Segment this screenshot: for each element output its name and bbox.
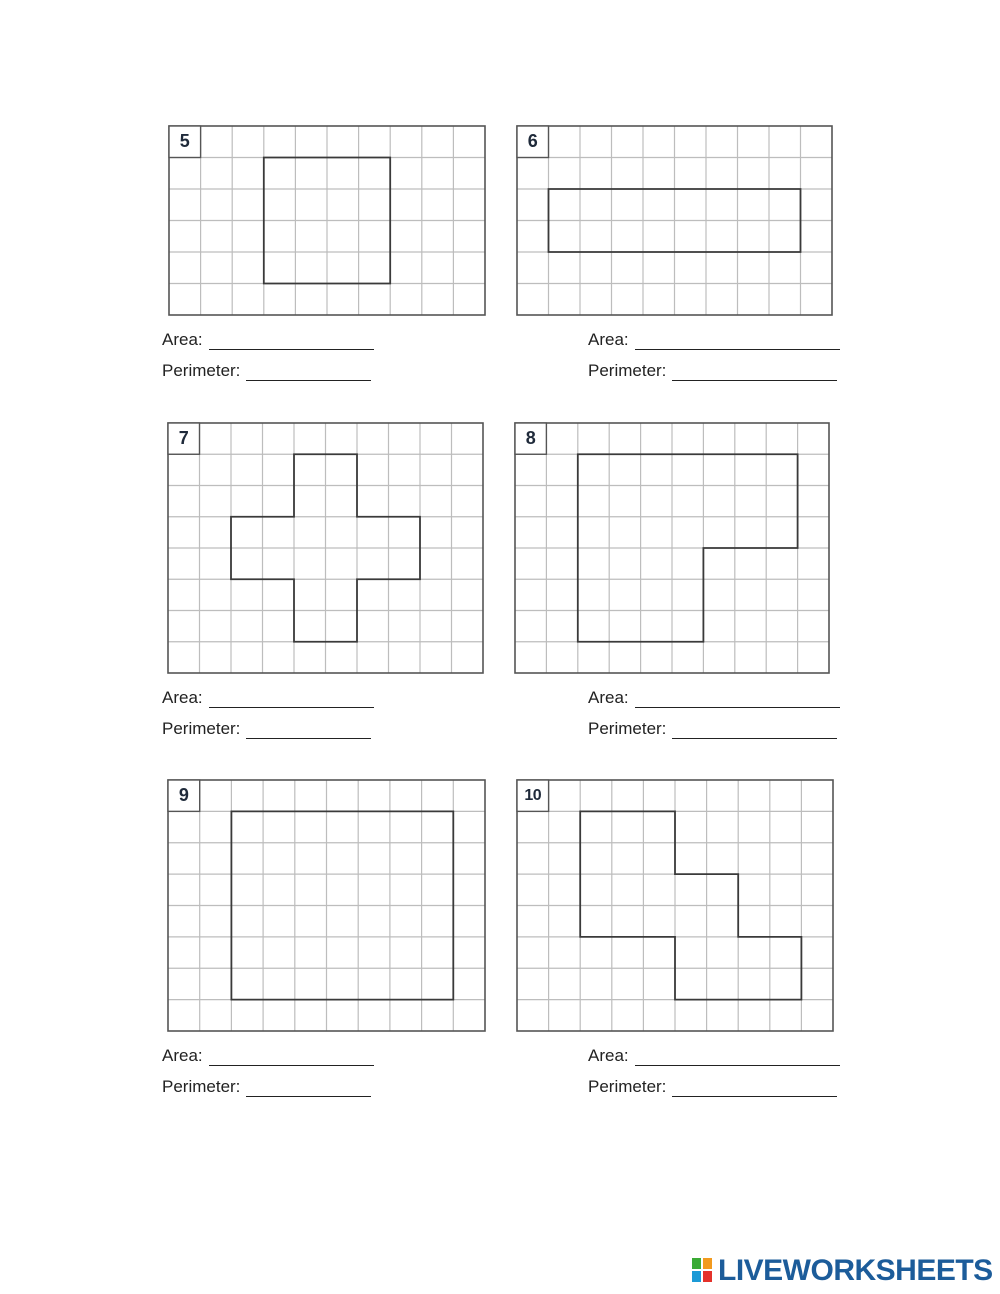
perimeter-answer-7[interactable] <box>162 719 371 739</box>
perimeter-answer-10[interactable] <box>588 1077 837 1097</box>
problem-number: 8 <box>525 428 536 449</box>
area-label: Area: <box>588 688 629 707</box>
perimeter-label: Perimeter: <box>162 1077 241 1096</box>
area-label: Area: <box>162 330 203 349</box>
area-label: Area: <box>588 330 629 349</box>
area-answer-10[interactable] <box>588 1046 840 1066</box>
area-label: Area: <box>588 1046 629 1065</box>
perimeter-label: Perimeter: <box>162 361 241 380</box>
area-answer-8[interactable] <box>588 688 840 708</box>
area-label: Area: <box>162 688 203 707</box>
perimeter-blank[interactable] <box>246 1078 371 1097</box>
grid-5 <box>169 126 485 315</box>
problem-6 <box>517 126 832 315</box>
problem-number: 9 <box>178 785 189 806</box>
perimeter-label: Perimeter: <box>588 719 667 738</box>
problem-number: 5 <box>179 131 190 152</box>
perimeter-label: Perimeter: <box>162 719 241 738</box>
liveworksheets-logo[interactable] <box>692 1254 993 1288</box>
perimeter-blank[interactable] <box>246 362 371 381</box>
problem-10 <box>517 780 833 1031</box>
perimeter-blank[interactable] <box>672 720 837 739</box>
grid-9 <box>168 780 485 1031</box>
brand-name: LIVEWORKSHEETS <box>718 1254 993 1287</box>
area-answer-7[interactable] <box>162 688 374 708</box>
logo-blocks-icon <box>692 1258 714 1284</box>
perimeter-blank[interactable] <box>672 362 837 381</box>
area-blank[interactable] <box>209 1047 374 1066</box>
perimeter-blank[interactable] <box>672 1078 837 1097</box>
area-blank[interactable] <box>209 331 374 350</box>
perimeter-answer-8[interactable] <box>588 719 837 739</box>
problem-8 <box>515 423 829 673</box>
problem-9 <box>168 780 485 1031</box>
grid-7 <box>168 423 483 673</box>
perimeter-answer-9[interactable] <box>162 1077 371 1097</box>
area-answer-5[interactable] <box>162 330 374 350</box>
area-label: Area: <box>162 1046 203 1065</box>
problem-number: 10 <box>524 786 542 804</box>
problem-number: 7 <box>178 428 189 449</box>
perimeter-answer-6[interactable] <box>588 361 837 381</box>
perimeter-answer-5[interactable] <box>162 361 371 381</box>
area-blank[interactable] <box>635 689 840 708</box>
perimeter-blank[interactable] <box>246 720 371 739</box>
problem-5 <box>169 126 485 315</box>
area-answer-9[interactable] <box>162 1046 374 1066</box>
grid-10 <box>517 780 833 1031</box>
area-answer-6[interactable] <box>588 330 840 350</box>
grid-6 <box>517 126 832 315</box>
perimeter-label: Perimeter: <box>588 1077 667 1096</box>
area-blank[interactable] <box>635 331 840 350</box>
grid-8 <box>515 423 829 673</box>
area-blank[interactable] <box>209 689 374 708</box>
perimeter-label: Perimeter: <box>588 361 667 380</box>
problem-7 <box>168 423 483 673</box>
area-blank[interactable] <box>635 1047 840 1066</box>
problem-number: 6 <box>527 131 538 152</box>
